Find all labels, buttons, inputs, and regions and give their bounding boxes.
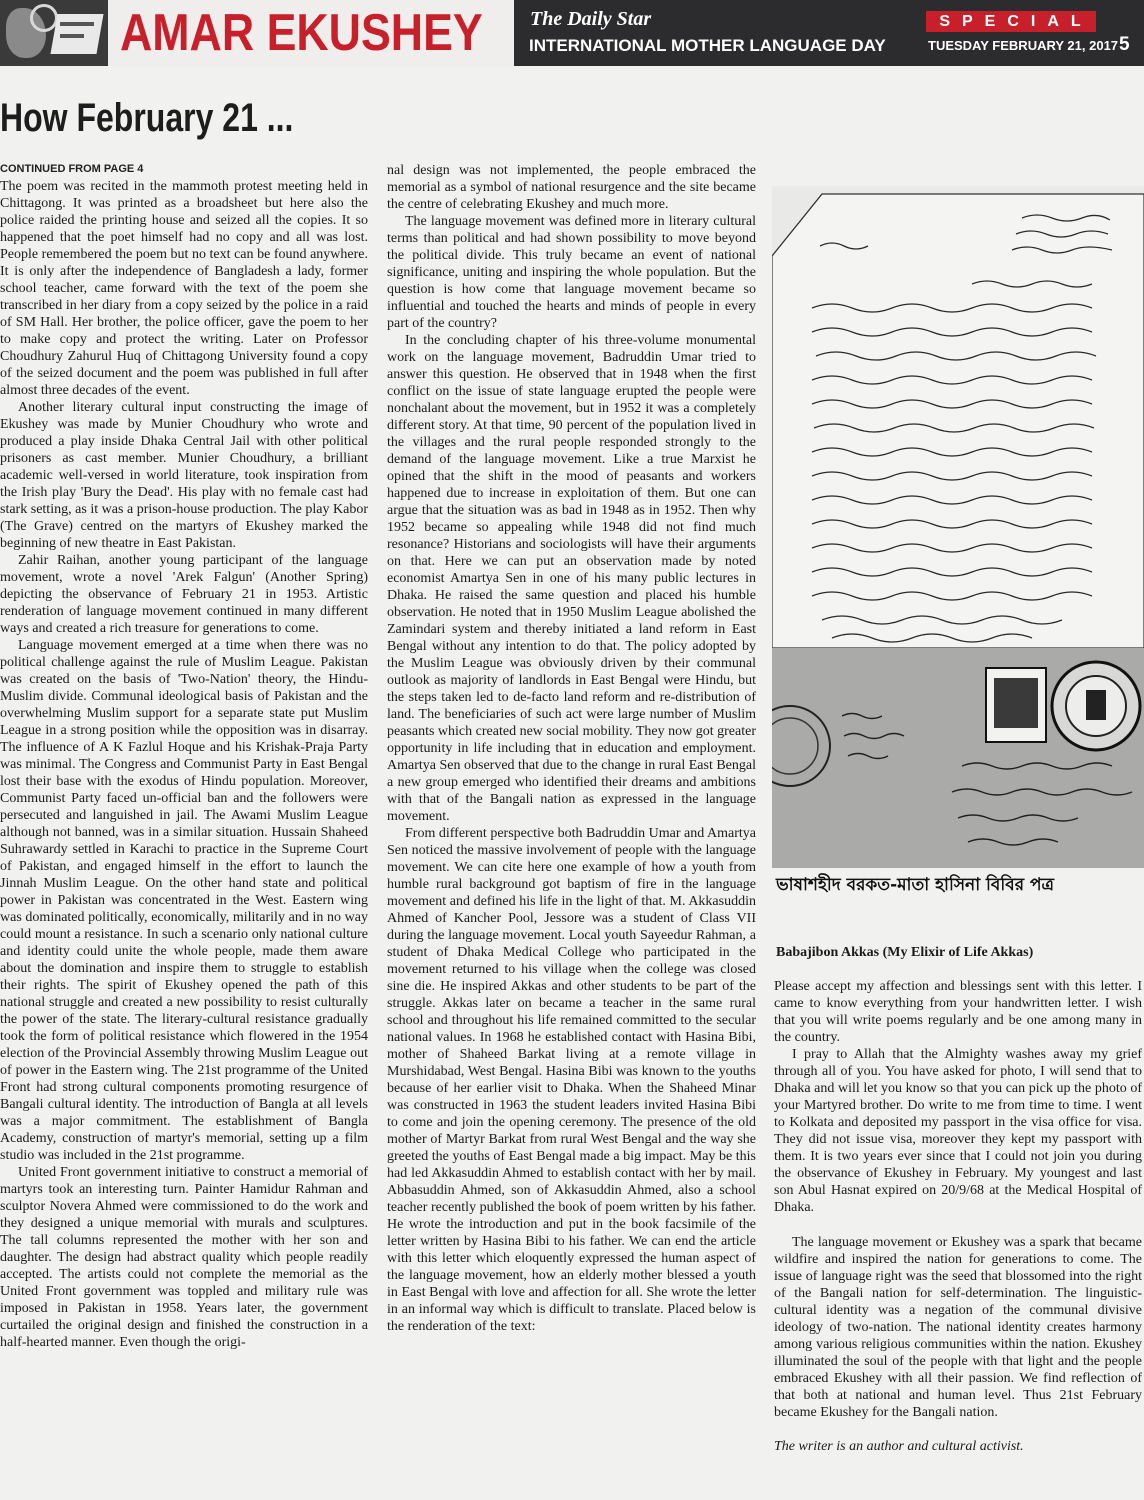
paragraph: United Front government initiative to construct a memorial of martyrs took an interesting turn. Painter Hamidur Rahman and sculptor Novera Ahmed were commissioned to do the work and they designed a unique memorial with murals and sculptures. The tall columns represented the mother with her son and daughter. The design had abstract quality which people readily accepted. The artists could not complete the memorial as the United Front government was toppled and military rule was imposed in Pakistan in 1958. Years later, the government curtailed the original design and finished the construction in a half-hearted manner. Even though the origi- [0, 1165, 368, 1350]
amar-ekushey-logo [0, 0, 108, 66]
page-number: 5 [1119, 34, 1130, 55]
author-credit: The writer is an author and cultural activist. [774, 1439, 1024, 1454]
paragraph: The poem was recited in the mammoth protest meeting held in Chittagong. It was printed as a broadsheet but here also the police raided the printing house and seized all the copies. It so happened that the poet himself had no copy and all was lost. People remembered the poem but no text can be found anywhere. It is only after the independence of Bangladesh a lady, former school teacher, came forward with the text of the poem she transcribed in her diary from a copy seized by the police in a raid of SM Hall. Her brother, the police officer, gave the poem to her to make copy and protect the writing. Later on Professor Choudhury Zahurul Huq of Chittagong University found a copy of the seized document and the poem was published in full after almost three decades of the event. [0, 179, 368, 398]
supplement-title: INTERNATIONAL MOTHER LANGUAGE DAY [529, 36, 886, 55]
issue-date: TUESDAY FEBRUARY 21, 2017 [928, 38, 1119, 53]
letter-image [772, 186, 1144, 868]
article-column-2 [387, 162, 756, 1335]
section-name: AMAR EKUSHEY [120, 4, 483, 62]
letter-image-caption: ভাষাশহীদ বরকত-মাতা হাসিনা বিবির পত্র [776, 875, 1054, 895]
article-column-3 [774, 978, 1142, 1455]
paragraph: I pray to Allah that the Almighty washes away my grief through all of you. You have asked for photo, I will send that to Dhaka and will let you know so that you can pick up the photo of your Martyred brother. Do write to me from time to time. I went to Kolkata and deposited my passport in the visa office for visa. They did not issue visa, moreover they kept my passport with them. It is two years ever since that I could not join you during the observance of Ekushey in February. My youngest and last son Abul Hasnat expired on 20/9/68 at the Medical Hospital of Dhaka. [774, 1047, 1142, 1215]
paragraph: Please accept my affection and blessings sent with this letter. I came to know everything from your handwritten letter. I wish that you will write poems regularly and be one among many in the country. [774, 979, 1142, 1045]
special-label: SPECIAL [926, 11, 1096, 32]
article-headline: How February 21 ... [0, 96, 294, 140]
handwritten-letter-facsimile [772, 186, 1144, 868]
paragraph: In the concluding chapter of his three-volume monumental work on the language movement, Badruddin Umar tried to answer this question. He observed that in 1948 when the first conflict on the issue of state language erupted the people were nonchalant about the movement, but in 1952 it was a completely different story. At that time, 90 percent of the population lived in the villages and the rural people responded strongly to the demand of the language movement. Like a true Marxist he opined that the shift in the mood of peasants and workers happened due to increase in exploitation of them. But one can argue that the situation was as bad in 1948 as in 1952. Then why 1952 became so appealing while 1948 did not find much resonance? Historians and sociologists will have their arguments on that. Here we can put an observation made by noted economist Amartya Sen in one of his many public lectures in Dhaka. He raised the same question and placed his humble observation. He noted that in 1950 Muslim League abolished the Zamindari system and thereby initiated a land reform in East Bengal without any intention to do that. The policy adopted by the Muslim League was obviously driven by their communal outlook as majority of landlords in East Bengal were Hindu, but the steps taken led to de-facto land reform and re-distribution of land. The beneficiaries of such act were large number of Muslim peasants which created new social mobility. They now got greater opportunity in life including that in education and employment. Amartya Sen observed that due to the change in rural East Bengal a new group emerged who identified their dreams and ambitions with that of the Bangali nation as expressed in the language movement. [387, 333, 756, 824]
book-title: Babajibon Akkas (My Elixir of Life Akkas) [776, 945, 1034, 960]
paragraph: Another literary cultural input constructing the image of Ekushey was made by Munier Choudhury who wrote and produced a play inside Dhaka Central Jail with other political prisoners as cast member. Munier Choudhury, a brilliant academic well-versed in world literature, took inspiration from the Irish play 'Bury the Dead'. His play with no female cast had stark setting, as it was a prison-house production. The play Kabor (The Grave) centred on the martyrs of Ekushey marked the beginning of new theatre in East Pakistan. [0, 400, 368, 551]
paragraph: nal design was not implemented, the people embraced the memorial as a symbol of national resurgence and the site became the centre of celebrating Ekushey and much more. [387, 163, 756, 212]
paragraph: The language movement or Ekushey was a spark that became wildfire and inspired the nation for generations to come. The issue of language right was the seed that blossomed into the right of the Bangali nation for self-determination. The linguistic-cultural identity was a negation of the communal divisive ideology of two-nation. The national identity creates harmony among various religious communities within the nation. Ekushey illuminated the soul of the people with that light and the people embraced Ekushey with all their passion. We find reflection of that both at national and human level. Thus 21st February became Ekushey for the Bangali nation. [774, 1235, 1142, 1420]
newspaper-name: The Daily Star [530, 8, 652, 30]
article-column-1 [0, 178, 368, 1351]
continued-label: CONTINUED FROM PAGE 4 [0, 163, 144, 175]
paragraph: Zahir Raihan, another young participant of the language movement, wrote a novel 'Arek Falgun' (Another Spring) depicting the observance of February 21 in 1953. Artistic renderation of language movement continued in many different ways and created a rich treasure for generations to come. [0, 553, 368, 636]
paragraph: From different perspective both Badruddin Umar and Amartya Sen noticed the massive involvement of people with the language movement. We can cite here one example of how a youth from humble rural background got baptism of fire in the language movement and defined his life in the light of that. M. Akkasuddin Ahmed of Kancher Pool, Jessore was a student of Class VII during the language movement. Local youth Sayeedur Rahman, a student of Dhaka Medical College who participated in the movement returned to his village when the college was closed sine die. He inspired Akkas and other students to be part of the struggle. Akkas later on became a teacher in the same rural school and throughout his life remained committed to the secular national values. In 1968 he established contact with Hasina Bibi, mother of Shaheed Barkat living at a remote village in Murshidabad, West Bengal. Hasina Bibi was known to the youths because of her earlier visit to Dhaka. When the Shaheed Minar was constructed in 1963 the student leaders invited Hasina Bibi to come and join the opening ceremony. The presence of the old mother of Martyr Barkat from rural West Bengal and the way she greeted the youths of East Bengal made a big impact. May be this had led Akkasuddin Ahmed to establish contact with her by mail. Abbasuddin Ahmed, son of Akkasuddin Ahmed, also a school teacher recently published the book of poem written by his father. He wrote the introduction and put in the book facsimile of the letter written by Hasina Bibi to his father. We can end the article with this letter which eloquently expressed the human aspect of the language movement, how an elderly mother blessed a youth in East Bengal with love and affection for all. She wrote the letter in an informal way which is difficult to translate. Placed below is the renderation of the text: [387, 826, 756, 1334]
paragraph: Language movement emerged at a time when there was no political challenge against the rule of Muslim League. Pakistan was created on the basis of 'Two-Nation' theory, the Hindu-Muslim divide. Communal ideological basis of Pakistan and the overwhelming Muslim support for a separate state put Muslim League in a strong position while the opposition was in disarray. The influence of A K Fazlul Hoque and his Krishak-Praja Party was minimal. The Congress and Communist Party in East Bengal lost their base with the exodus of Hindu population. Moreover, Communist Party faced un-official ban and the followers were persecuted and languished in jail. The Awami Muslim League although not banned, was in a similar situation. Hussain Shaheed Suhrawardy settled in Karachi to practice in the Supreme Court of Pakistan, and engaged himself in the effort to launch the Jinnah Muslim League. On the other hand state and political power in Pakistan was concentrated in the West. Eastern wing was dominated politically, economically, militarily and in no way could mount a resistance. In such a scenario only national culture and identity could unite the whole people, made them aware about the domination and inspire them to struggle to establish their rights. The spirit of Ekushey opened the path of this national struggle and created a new possibility to resist culturally the power of the state. The literary-cultural resistance gradually took the form of political resistance which flowered in the 1954 election of the Provincial Assembly throwing Muslim League out of power in the Eastern wing. The 21st programme of the United Front had strong cultural components promoting resurgence of Bangali cultural identity. The introduction of Bangla at all levels was a major commitment. The establishment of Bangla Academy, construction of martyr's memorial, setting up a film studio was included in the 21st programme. [0, 638, 368, 1163]
paragraph: The language movement was defined more in literary cultural terms than political and had shown possibility to move beyond the political divide. This truly became an event of national significance, uniting and inspiring the whole population. But the question is how come that language movement became so influential and touched the hearts and minds of people in every part of the country? [387, 214, 756, 331]
masthead [0, 0, 1144, 66]
